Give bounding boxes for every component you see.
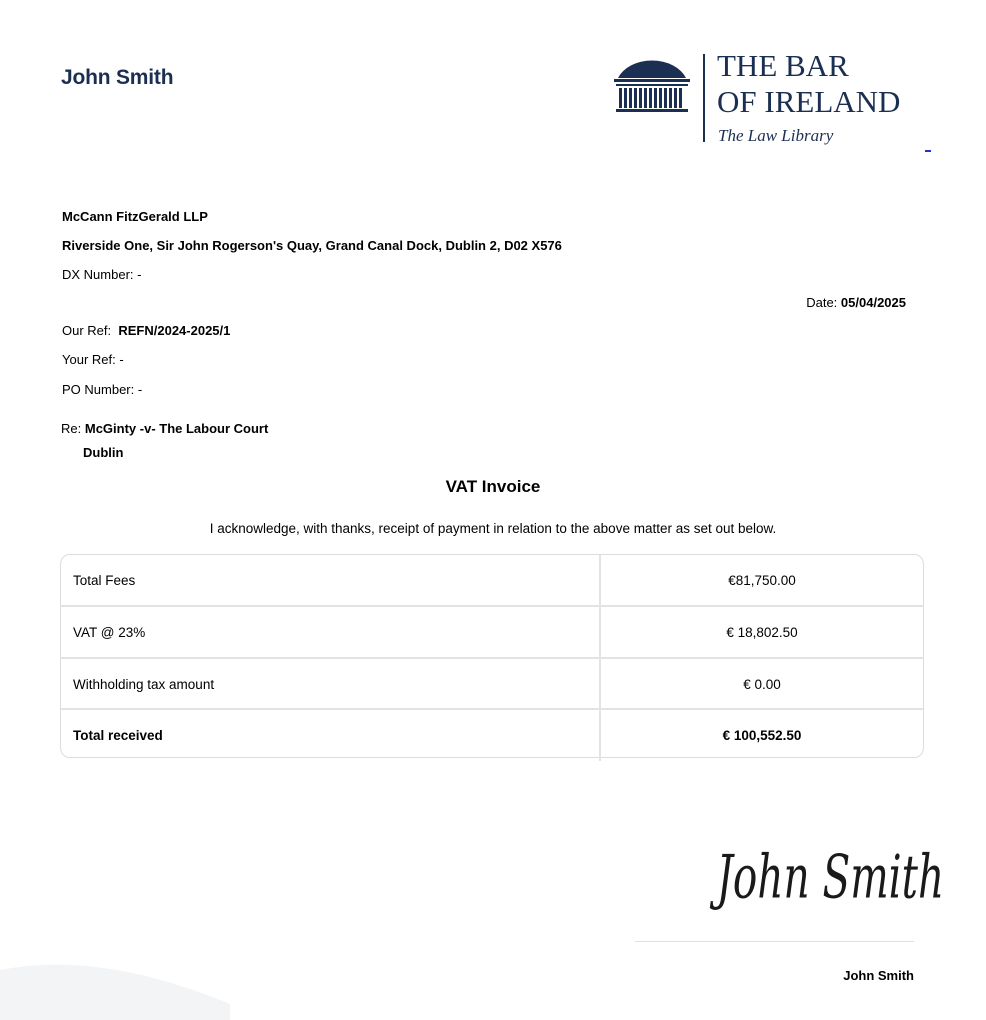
table-row-total-fees (61, 555, 923, 606)
table-row-total-received (61, 708, 923, 761)
logo-line-2: OF IRELAND (717, 84, 901, 119)
matter-location: Dublin (83, 445, 124, 460)
row-label: Withholding tax amount (73, 677, 215, 692)
row-label: Total Fees (73, 573, 136, 588)
invoice-date (806, 295, 906, 311)
your-ref-label: Your Ref: (62, 352, 116, 367)
dx-number-value: - (137, 267, 142, 282)
table-row-vat (61, 605, 923, 658)
logo-link[interactable] (925, 150, 931, 152)
date-label: Date: (806, 295, 838, 310)
bar-of-ireland-logo (612, 50, 932, 150)
row-value: € 0.00 (599, 659, 923, 710)
handwritten-signature (712, 826, 945, 918)
barrister-name: John Smith (61, 66, 174, 89)
logo-line-1: THE BAR (717, 48, 849, 83)
row-value: €81,750.00 (599, 555, 923, 606)
our-ref-value: REFN/2024-2025/1 (118, 323, 231, 338)
invoice-title: VAT Invoice (445, 477, 541, 496)
po-number-value: - (137, 382, 143, 397)
background-curve-decoration (0, 960, 260, 1020)
row-value: € 18,802.50 (599, 607, 923, 658)
client-address: Riverside One, Sir John Rogerson's Quay, Grand Canal Dock, Dublin 2, D02 X576 (62, 238, 562, 253)
matter-title: McGinty -v- The Labour Court (84, 421, 269, 436)
po-number (62, 382, 142, 398)
table-row-withholding-tax (61, 657, 923, 710)
signatory-name: John Smith (843, 968, 914, 983)
dx-number-label: DX Number: (62, 267, 134, 282)
our-ref (62, 323, 230, 339)
logo-divider (703, 54, 705, 142)
signature-line (635, 941, 914, 942)
our-ref-label: Our Ref: (62, 323, 112, 338)
signature-text: John Smith (716, 843, 945, 913)
acknowledgement-text: I acknowledge, with thanks, receipt of payment in relation to the above matter as set out below. (209, 521, 777, 536)
row-label: VAT @ 23% (73, 625, 146, 640)
your-ref-value: - (119, 352, 124, 367)
po-number-label: PO Number: (62, 382, 135, 397)
client-name: McCann FitzGerald LLP (62, 209, 208, 224)
date-value: 05/04/2025 (840, 295, 906, 310)
law-library-dome-icon (614, 61, 690, 112)
re-label: Re: (61, 421, 82, 436)
dx-number (62, 267, 142, 283)
invoice-table (60, 554, 924, 758)
your-ref (62, 352, 124, 368)
row-value: € 100,552.50 (599, 710, 923, 761)
logo-tagline: The Law Library (718, 126, 834, 145)
matter-re (61, 421, 268, 437)
row-label: Total received (73, 728, 163, 743)
